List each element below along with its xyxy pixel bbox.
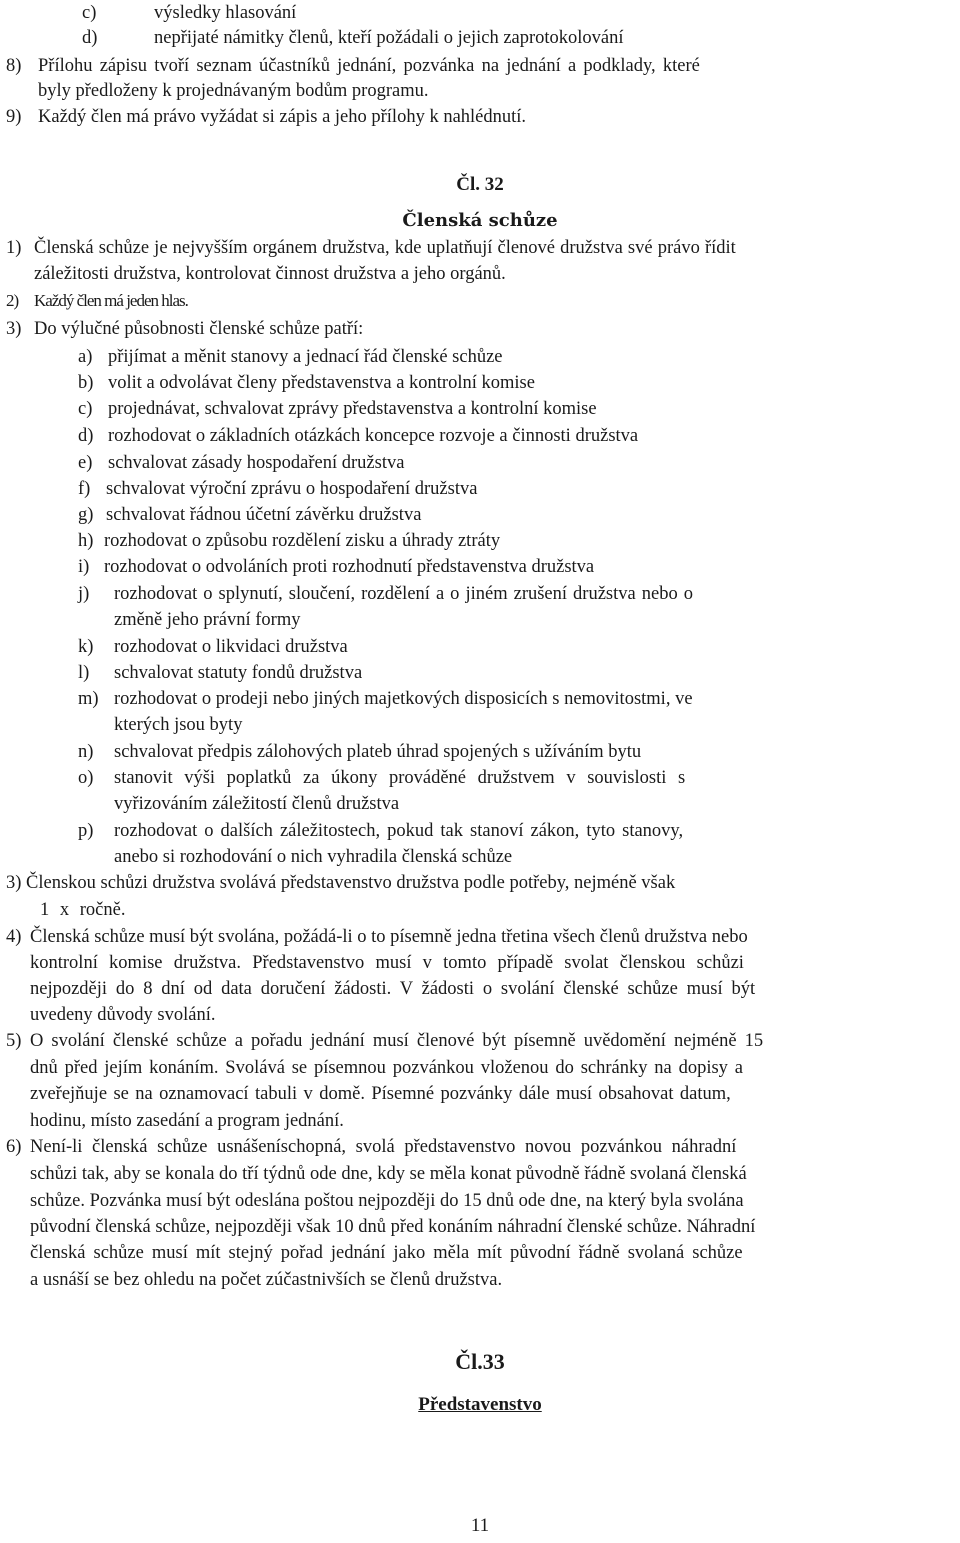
section-line: schůze. Pozvánka musí být odeslána poštou nejpozději do 15 dnů ode dne, na který byla svolána — [30, 1191, 744, 1211]
list-item-label: h) — [78, 531, 94, 551]
list-item-text: schvalovat řádnou účetní závěrku družstva — [106, 505, 422, 525]
list-item-text: stanovit výši poplatků za úkony prováděné družstvem v souvislosti s — [114, 768, 686, 788]
list-item-label: i) — [78, 557, 90, 577]
section-number: 3) — [6, 319, 22, 339]
list-item-label: k) — [78, 637, 94, 657]
paragraph-number: 8) — [6, 56, 22, 76]
list-item-text: rozhodovat o způsobu rozdělení zisku a úhrady ztráty — [104, 531, 501, 551]
list-item-text: schvalovat výroční zprávu o hospodaření družstva — [106, 479, 478, 499]
list-item-text: anebo si rozhodování o nich vyhradila členská schůze — [114, 847, 513, 867]
article-title: Představenstvo — [418, 1394, 542, 1415]
section-line: 1 x ročně. — [40, 900, 126, 920]
section-line: uvedeny důvody svolání. — [30, 1005, 216, 1025]
section-number: 5) — [6, 1031, 22, 1051]
section-line: záležitosti družstva, kontrolovat činnost družstva a jeho orgánů. — [34, 264, 506, 284]
page-number: 11 — [470, 1515, 490, 1536]
section-line: kontrolní komise družstva. Představenstvo musí v tomto případě svolat členskou schůzi — [30, 953, 744, 973]
list-item-text: rozhodovat o základních otázkách koncepce rozvoje a činnosti družstva — [108, 426, 639, 446]
list-item-label: p) — [78, 821, 94, 841]
section-number: 1) — [6, 238, 22, 258]
section-line: Členskou schůzi družstva svolává představenstvo družstva podle potřeby, nejméně však — [26, 873, 676, 893]
list-item-label: d) — [78, 426, 94, 446]
section-line: nejpozději do 8 dní od data doručení žádosti. V žádosti o svolání členské schůze musí být — [30, 979, 756, 999]
section-line: O svolání členské schůze a pořadu jednání musí členové být písemně uvědomění nejméně 15 — [30, 1031, 764, 1051]
list-item-text: kterých jsou byty — [114, 715, 243, 735]
section-line: Členská schůze musí být svolána, požádá-li o to písemně jedna třetina všech členů družstva nebo — [30, 927, 748, 947]
article-title: Členská schůze — [402, 210, 558, 231]
section-number: 3) — [6, 873, 22, 893]
section-line: a usnáší se bez ohledu na počet zúčastnivších se členů družstva. — [30, 1270, 503, 1290]
list-item-label: j) — [78, 584, 90, 604]
section-line: Členská schůze je nejvyšším orgánem družstva, kde uplatňují členové družstva své právo řídit — [34, 238, 736, 258]
section-number: 6) — [6, 1137, 22, 1157]
list-item-label: g) — [78, 505, 94, 525]
section-line: členská schůze musí mít stejný pořad jednání jako měla mít původní řádně svolaná schůze — [30, 1243, 743, 1263]
paragraph-line: Přílohu zápisu tvoří seznam účastníků jednání, pozvánka na jednání a podklady, které — [38, 56, 700, 76]
list-item-label: c) — [78, 399, 93, 419]
paragraph-line: byly předloženy k projednávaným bodům programu. — [38, 81, 429, 101]
section-number: 2) — [6, 291, 19, 310]
list-item-label: n) — [78, 742, 94, 762]
article-heading: Čl.33 — [455, 1349, 505, 1374]
section-line: dnů před jejím konáním. Svolává se písemnou pozvánkou vloženou do schránky na dopisy a — [30, 1058, 743, 1078]
paragraph-text: Každý člen má právo vyžádat si zápis a jeho přílohy k nahlédnutí. — [38, 107, 527, 127]
list-item-text: schvalovat zásady hospodaření družstva — [108, 453, 405, 473]
section-line: hodinu, místo zasedání a program jednání. — [30, 1111, 344, 1131]
list-item-label: b) — [78, 373, 94, 393]
list-item-text: rozhodovat o odvoláních proti rozhodnutí představenstva družstva — [104, 557, 595, 577]
article-heading: Čl. 32 — [456, 174, 504, 195]
section-text: Každý člen má jeden hlas. — [34, 291, 188, 310]
list-item-text: rozhodovat o likvidaci družstva — [114, 637, 348, 657]
list-item-text: změně jeho právní formy — [114, 610, 301, 630]
list-item-label: a) — [78, 347, 93, 367]
section-line: schůzi tak, aby se konala do tří týdnů ode dne, kdy se měla konat původně řádně svolaná členská — [30, 1164, 747, 1184]
item-text: výsledky hlasování — [154, 3, 297, 23]
list-item-text: schvalovat statuty fondů družstva — [114, 663, 363, 683]
list-item-label: e) — [78, 453, 93, 473]
list-item-text: rozhodovat o splynutí, sloučení, rozdělení a o jiném zrušení družstva nebo o — [114, 584, 693, 604]
list-item-text: vyřizováním záležitostí členů družstva — [114, 794, 400, 814]
list-item-text: projednávat, schvalovat zprávy představenstva a kontrolní komise — [108, 399, 597, 419]
item-label: d) — [82, 28, 98, 48]
section-line: zveřejňuje se na oznamovací tabuli v domě. Písemné pozvánky dále musí obsahovat datum, — [30, 1084, 731, 1104]
list-item-text: přijímat a měnit stanovy a jednací řád členské schůze — [108, 347, 503, 367]
list-item-label: o) — [78, 768, 94, 788]
list-item-text: volit a odvolávat členy představenstva a kontrolní komise — [108, 373, 535, 393]
list-item-text: schvalovat předpis zálohových plateb úhrad spojených s užíváním bytu — [114, 742, 642, 762]
item-text: nepřijaté námitky členů, kteří požádali o jejich zaprotokolování — [154, 28, 624, 48]
section-text: Do výlučné působnosti členské schůze patří: — [34, 319, 364, 339]
list-item-label: l) — [78, 663, 90, 683]
section-line: Není-li členská schůze usnášeníschopná, svolá představenstvo novou pozvánkou náhradní — [30, 1137, 737, 1157]
section-line: původní členská schůze, nejpozději však 10 dnů před konáním náhradní členské schůze. Náhradní — [30, 1217, 756, 1237]
item-label: c) — [82, 3, 97, 23]
paragraph-number: 9) — [6, 107, 22, 127]
list-item-label: f) — [78, 479, 91, 499]
list-item-text: rozhodovat o dalších záležitostech, pokud tak stanoví zákon, tyto stanovy, — [114, 821, 684, 841]
list-item-text: rozhodovat o prodeji nebo jiných majetkových disposicích s nemovitostmi, ve — [114, 689, 693, 709]
section-number: 4) — [6, 927, 22, 947]
list-item-label: m) — [78, 689, 99, 709]
